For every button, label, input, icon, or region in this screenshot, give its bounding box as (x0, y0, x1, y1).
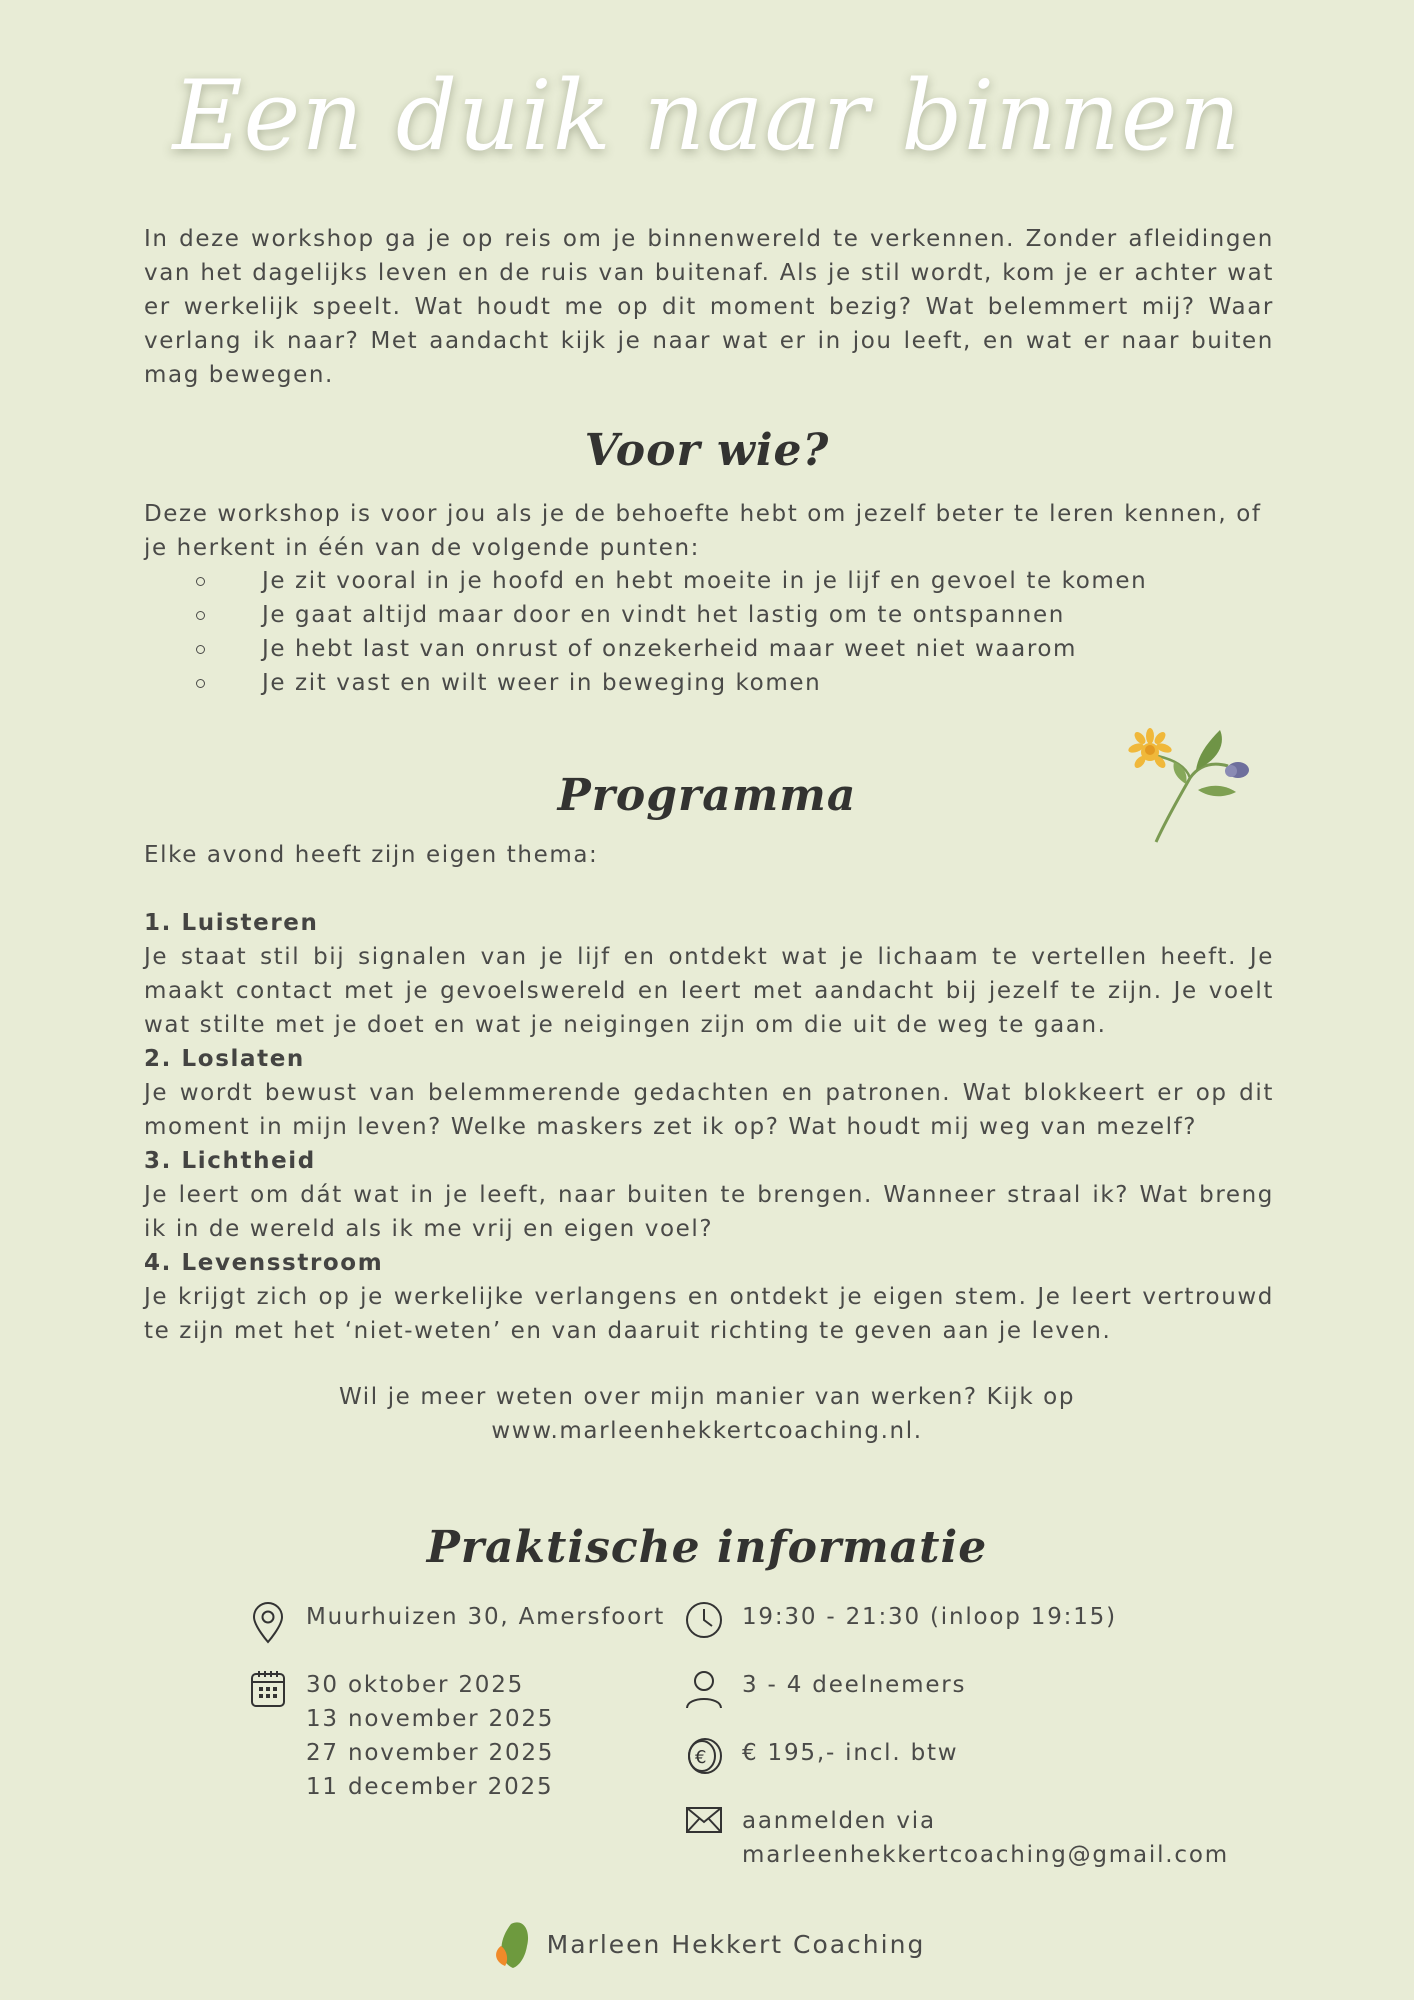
location-text: Muurhuizen 30, Amersfoort (306, 1604, 666, 1630)
section-title-programma: Programma (557, 770, 857, 821)
svg-text:€: € (695, 1747, 707, 1768)
programma-item-heading: 3. Lichtheid (144, 1148, 316, 1174)
programma-item-lichtheid (144, 1144, 1274, 1246)
info-signup (684, 1804, 1229, 1872)
bullet-icon (196, 679, 205, 688)
programma-item-levensstroom (144, 1246, 1274, 1348)
email-link[interactable]: marleenhekkertcoaching@gmail.com (742, 1842, 1229, 1868)
calendar-icon (248, 1668, 288, 1712)
map-pin-icon (248, 1600, 288, 1644)
price-text: € 195,- incl. btw (742, 1740, 959, 1766)
clock-icon (684, 1600, 724, 1644)
date-item: 30 oktober 2025 (306, 1672, 525, 1698)
info-time (684, 1600, 1117, 1644)
date-item: 27 november 2025 (306, 1740, 555, 1766)
bullet-icon (196, 577, 205, 586)
person-icon (684, 1668, 724, 1712)
programma-intro: Elke avond heeft zijn eigen thema: (144, 842, 599, 868)
programma-item-loslaten (144, 1042, 1274, 1144)
time-text: 19:30 - 21:30 (inloop 19:15) (742, 1604, 1117, 1630)
footer (0, 1918, 1414, 1970)
leaf-logo (489, 1918, 533, 1970)
programma-item-text: Je wordt bewust van belemmerende gedachten en patronen. Wat blokkeert er op dit moment in mijn leven? Welke maskers zet ik op? Wat houdt mij weg van mezelf? (144, 1080, 1274, 1140)
date-item: 13 november 2025 (306, 1706, 555, 1732)
more-info-text: Wil je meer weten over mijn manier van werken? Kijk op www.marleenhekkertcoaching.nl. (0, 1380, 1414, 1448)
date-item: 11 december 2025 (306, 1774, 554, 1800)
list-item: Je hebt last van onrust of onzekerheid maar weet niet waarom (196, 632, 1147, 666)
participants-text: 3 - 4 deelnemers (742, 1672, 967, 1698)
info-participants (684, 1668, 966, 1712)
bullet-icon (196, 611, 205, 620)
info-location (248, 1600, 665, 1644)
programma-item-text: Je leert om dát wat in je leeft, naar buiten te brengen. Wanneer straal ik? Wat breng ik in de wereld als ik me vrij en eigen voel? (144, 1182, 1274, 1242)
signup-text: aanmelden via marleenhekkertcoaching@gmail.com (742, 1804, 1229, 1872)
programma-item-heading: 2. Loslaten (144, 1046, 305, 1072)
bullet-icon (196, 645, 205, 654)
list-item: Je gaat altijd maar door en vindt het lastig om te ontspannen (196, 598, 1147, 632)
section-title-praktische-informatie: Praktische informatie (426, 1522, 988, 1573)
intro-paragraph: In deze workshop ga je op reis om je binnenwereld te verkennen. Zonder afleidingen van het dagelijks leven en de ruis van buitenaf. Als je stil wordt, kom je er achter wat er werkelijk speelt. Wat houdt me op dit moment bezig? Wat belemmert mij? Waar verlang ik naar? Met aandacht kijk je naar wat er in jou leeft, en wat er naar buiten mag bewegen. (144, 226, 1274, 388)
voor-wie-bullet-list (196, 564, 1147, 700)
voor-wie-text: Deze workshop is voor jou als je de behoefte hebt om jezelf beter te leren kennen, of je herkent in één van de volgende punten: (144, 501, 1262, 561)
list-item: Je zit vast en wilt weer in beweging komen (196, 666, 1147, 700)
programma-item-heading: 1. Luisteren (144, 910, 319, 936)
programma-item-luisteren (144, 906, 1274, 1042)
main-title: Een duik naar binnen (172, 60, 1242, 172)
programma-item-heading: 4. Levensstroom (144, 1250, 384, 1276)
programma-item-text: Je krijgt zich op je werkelijke verlangens en ontdekt je eigen stem. Je leert vertrouwd te zijn met het ‘niet-weten’ en van daaruit richting te geven aan je leven. (144, 1284, 1274, 1344)
footer-brand: Marleen Hekkert Coaching (546, 1929, 926, 1959)
website-link[interactable]: www.marleenhekkertcoaching.nl. (491, 1418, 923, 1444)
dates-list (306, 1668, 554, 1804)
euro-coin-icon (684, 1736, 724, 1780)
info-price (684, 1736, 958, 1780)
programma-item-text: Je staat stil bij signalen van je lijf en ontdekt wat je lichaam te vertellen heeft. Je maakt contact met je gevoelswereld en leert met aandacht bij jezelf te zijn. Je voelt wat stilte met je doet en wat je neigingen zijn om die uit de weg te gaan. (144, 944, 1274, 1038)
envelope-icon (684, 1804, 724, 1848)
section-title-voor-wie: Voor wie? (584, 425, 830, 476)
list-item: Je zit vooral in je hoofd en hebt moeite in je lijf en gevoel te komen (196, 564, 1147, 598)
info-dates (248, 1668, 554, 1804)
